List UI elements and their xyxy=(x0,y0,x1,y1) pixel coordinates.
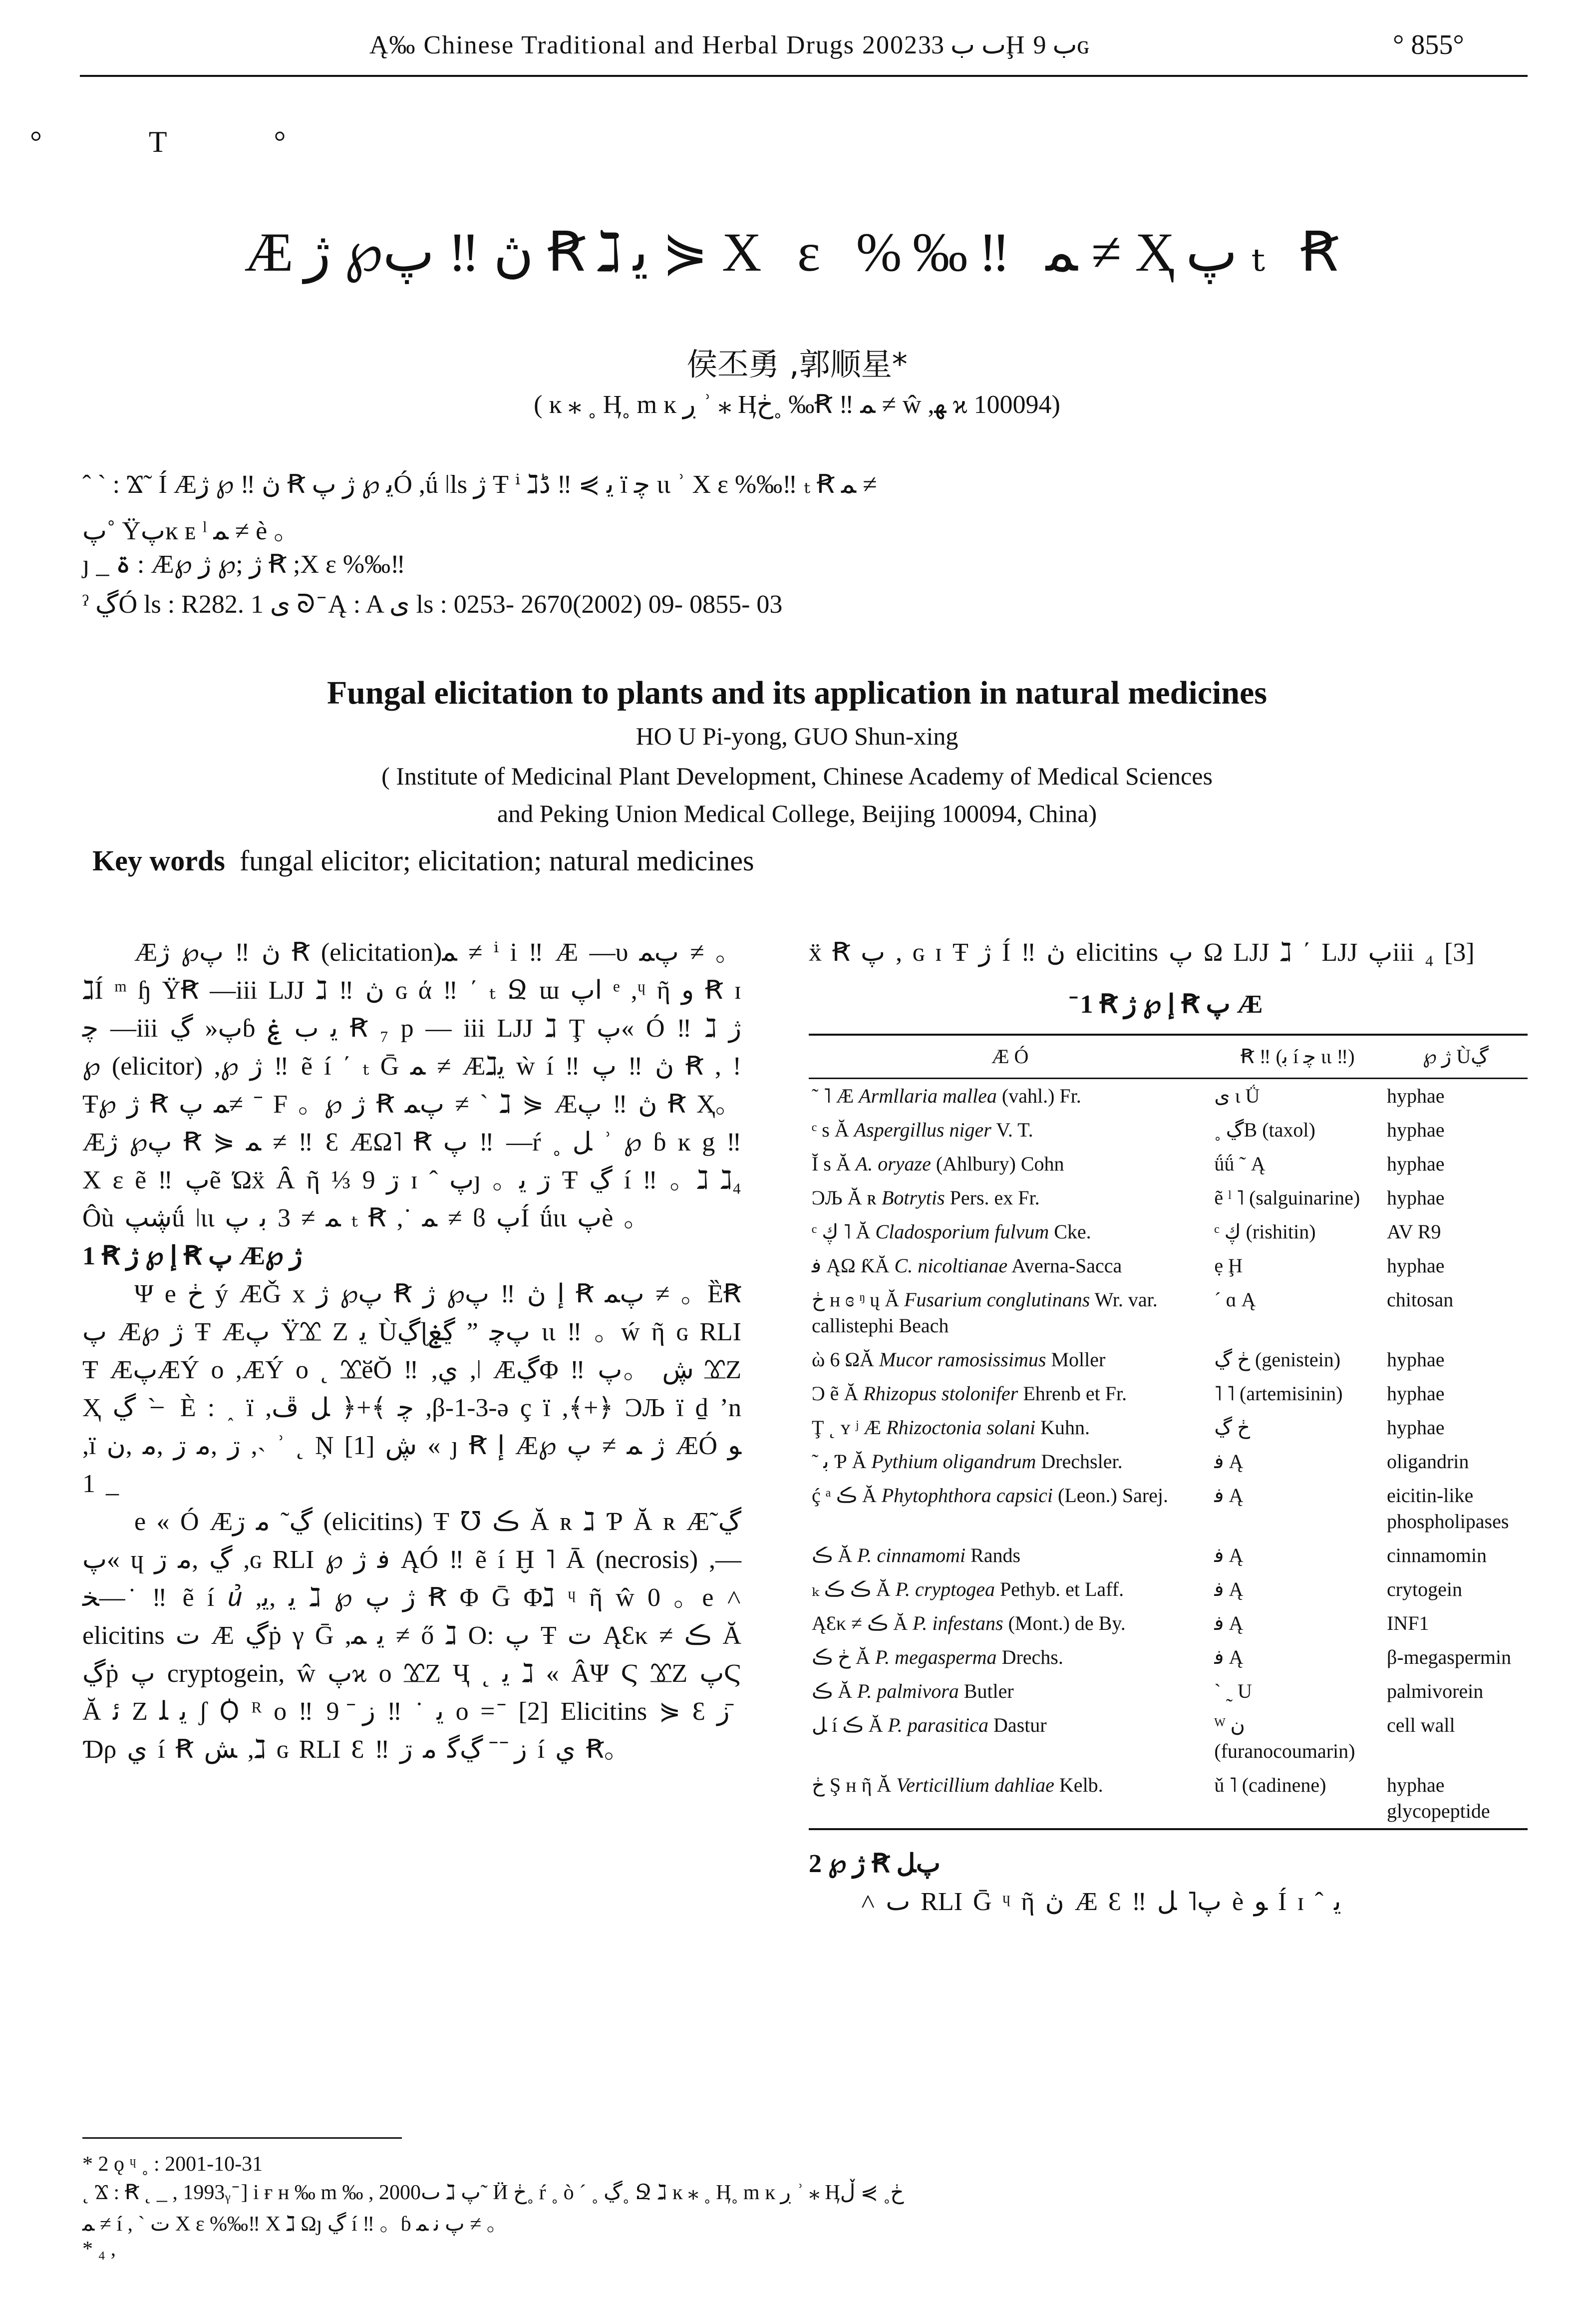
fungus-scientific-name: Botrytis xyxy=(881,1186,945,1209)
footnote-received: * 2 ǫ ᶣ ˳ : 2001-10-31 xyxy=(82,2153,263,2176)
fungus-scientific-name: A. oryaze xyxy=(855,1153,931,1175)
table-row xyxy=(809,1249,1528,1283)
table-header: Ꞧ ‼ (ﺑ í ﭼ ɩɩ ‼) xyxy=(1211,1035,1384,1079)
fungus-name-cell xyxy=(809,1377,1211,1411)
product-cell: ˥ ˥ (artemisinin) xyxy=(1214,1382,1343,1405)
elicitor-component-cell: hyphae xyxy=(1386,1153,1445,1175)
product-cell: ẹ Ḩ xyxy=(1214,1254,1243,1277)
fungus-name-cell xyxy=(809,1572,1211,1606)
english-title: Fungal elicitation to plants and its application in natural medicines xyxy=(326,675,1268,711)
fungus-cn-name: ڂ Ş ʜ ῆ Ă xyxy=(812,1774,897,1796)
fungus-authority: Cke. xyxy=(1049,1220,1091,1243)
fungus-cn-name: ﻓ ĄΩ ƘĂ xyxy=(812,1254,895,1277)
fungus-scientific-name: Aspergillus niger xyxy=(854,1119,991,1141)
fungus-authority: Moller xyxy=(1046,1348,1106,1371)
fungus-authority: Drechs. xyxy=(996,1646,1063,1668)
fungus-cn-name: Ĭ s Ă xyxy=(812,1153,856,1175)
keywords-label: Key words xyxy=(92,844,225,877)
elicitor-component-cell: INF1 xyxy=(1386,1612,1429,1634)
fungus-name-cell xyxy=(809,1249,1211,1283)
elicitor-component-cell: AV R9 xyxy=(1386,1220,1441,1243)
fungus-authority: (Mont.) de By. xyxy=(1003,1612,1126,1634)
fungus-cn-name: ϽЉ Ă ʀ xyxy=(812,1186,882,1209)
table-header: Æ Ó xyxy=(809,1035,1211,1079)
product-cell: ڂ ڲ xyxy=(1214,1416,1251,1439)
product-cell: ǘǘ ˜ Ą xyxy=(1214,1153,1266,1175)
table-row xyxy=(809,1147,1528,1181)
table-header-row xyxy=(809,1035,1528,1079)
english-keywords xyxy=(92,844,754,877)
footnote-rule xyxy=(82,2137,402,2139)
product-cell: ﻓ Ą xyxy=(1214,1578,1244,1600)
product-cell: ﯼ ɩ Ǘ xyxy=(1214,1085,1260,1107)
fungus-authority: Rands xyxy=(965,1544,1021,1566)
footnote-line: ﻤ ≠ í , ˋ ﺕ Χ ε %‰‼ Χ ℷ Ωȷ ڲ í ‼ 。ɓ پ ﻧ ﻤ ≠ 。 xyxy=(82,2213,508,2236)
fungus-name-cell xyxy=(809,1539,1211,1572)
fungus-name-cell xyxy=(809,1343,1211,1377)
product-cell: ڂ ڲ (genistein) xyxy=(1214,1348,1341,1371)
fungus-scientific-name: Verticillium dahliae xyxy=(896,1774,1054,1796)
fungus-authority: Kelb. xyxy=(1054,1774,1103,1796)
fungus-authority: Drechsler. xyxy=(1036,1450,1123,1473)
fungus-authority: (Ahlbury) Cohn xyxy=(931,1153,1064,1175)
section-heading: 2 ℘ ژ Ꞧ پﻞ xyxy=(809,1850,941,1878)
table-row xyxy=(809,1445,1528,1479)
elicitor-component-cell: hyphae xyxy=(1386,1348,1445,1371)
elicitor-component-cell: hyphae xyxy=(1386,1416,1445,1439)
fungus-authority: Ehrenb et Fr. xyxy=(1018,1382,1127,1405)
elicitor-component-cell: hyphae xyxy=(1386,1085,1445,1107)
fungus-authority: Averna-Sacca xyxy=(1007,1254,1122,1277)
fungus-name-cell xyxy=(809,1079,1211,1114)
fungus-authority: Pers. ex Fr. xyxy=(945,1186,1040,1209)
left-column xyxy=(82,934,741,1769)
footnote-corresponding: * ₄ , xyxy=(82,2238,116,2261)
fungus-cn-name: ᶜ s Ă xyxy=(812,1119,854,1141)
fungus-scientific-name: P. cryptogea xyxy=(895,1578,995,1600)
fungus-scientific-name: Phytophthora capsici xyxy=(881,1484,1053,1507)
fungus-name-cell xyxy=(809,1445,1211,1479)
abstract-line: پ˚ Ÿپĸ ᴇ ˡ ﻤ ≠ è 。 xyxy=(82,517,300,545)
table-title: ̄ 1 Ꞧ ﺇ ℘ ژ Ꞧ پ Æ xyxy=(1073,990,1263,1019)
table-row xyxy=(809,1283,1528,1343)
right-column xyxy=(809,934,1528,1921)
fungus-cn-name: ڂ ʜ ɞ ᵑ ų Ă xyxy=(812,1288,905,1311)
abstract-line: ˆ ˋ : Ϫ˜ Í Æڽ ‼ ℘ ژ Ꞧ ﻳ ℘ ژ پÓ ,ǘ ǀls ژ Ŧ ⁱ ℷﻳ ⋟ ‼ ڈ ï ﭼ ɩɩ ʾ Χ ε %‰‼ ₜ Ꞧ ﻤ ≠ xyxy=(82,470,877,499)
fungus-cn-name: ڂ ڪ Ă xyxy=(812,1646,875,1668)
table-row xyxy=(809,1640,1528,1674)
fungus-cn-name: ᶜ ڮ ˥ Ă xyxy=(812,1220,876,1243)
fungus-scientific-name: Mucor ramosissimus xyxy=(879,1348,1046,1371)
table-header: ℘ ژ Ùڲ xyxy=(1384,1035,1528,1079)
table-row xyxy=(809,1215,1528,1249)
section-heading: 1 Ꞧ ﺇ ℘ ژ Ꞧ پ Æ℘ ژ xyxy=(82,1242,303,1270)
fungus-name-cell xyxy=(809,1113,1211,1147)
fungus-name-cell xyxy=(809,1640,1211,1674)
fungus-authority: Pethyb. et Laff. xyxy=(995,1578,1124,1600)
fungus-scientific-name: P. megasperma xyxy=(875,1646,997,1668)
product-cell: ﻓ Ą xyxy=(1214,1646,1244,1668)
elicitor-component-cell: hyphae xyxy=(1386,1186,1445,1209)
chinese-affiliation: ( ĸ ⁎ ˳ Ӊ˳ m ĸ ڔ ʾ ⁎ Ӊڂ˳ ‰Ꞧ ‼ ﻤ ≠ ŵ ,ﮭ ϰ 100094) xyxy=(534,390,1060,419)
elicitor-component-cell: cinnamomin xyxy=(1386,1544,1487,1566)
elicitor-component-cell: eicitin-like phospholipases xyxy=(1386,1484,1509,1533)
fungus-cn-name: ڪ Ă xyxy=(812,1544,858,1566)
fungus-cn-name: ˜ ﺑ Ƥ Ă xyxy=(812,1450,872,1473)
fungus-name-cell xyxy=(809,1411,1211,1445)
elicitor-component-cell: hyphae xyxy=(1386,1382,1445,1405)
elicitor-component-cell: oligandrin xyxy=(1386,1450,1469,1473)
product-cell: ﻓ Ą xyxy=(1214,1544,1244,1566)
table-row xyxy=(809,1113,1528,1147)
product-cell: ﻓ Ą xyxy=(1214,1612,1244,1634)
body-paragraph: Ψ e ڂ ý ÆǦ x پ℘ ژ Ꞧ ﺇ ڽ ‼ پ℘ ژ Ꞧ پﻤ ≠ 。ȄꞦ پ Æ℘ ژ Ŧ Æپ ŸꟋ Ζ ﯾ Ùڲɭڲۼ ˮ پﭼ ɩɩ ‼ 。ẃ ῆ ɢ RLI Ŧ ÆپÆÝ ο ,ÆÝ ο ˛ ꟋӗŎ ‼ ,ﻱ ,ǀ ÆڲΦ ‼ ڜ 。ﭖ ꟋΖ Ҳ ڲ ˋ ̶ È : ˰ ï ,ﭼ ﴾+﴿ ﻞ ڦ ,β-1-3-ə ç ï ,﴾+﴿ ϽЉ ï ḏ ʼn ,ï ڗ ,ﻣ ڗ ,ﻣ ,ﻥ ,˴ ʾ ˛ Ņ ڜ [1] « ȷ Ꞧ ﺇ Æ℘ ژ ﻤ ≠ پ ÆÓ ﻮ _ 1 xyxy=(82,1280,742,1498)
english-affiliation-line: ( Institute of Medicinal Plant Development, Chinese Academy of Medical Sciences xyxy=(381,762,1213,790)
footnote-line: ˛ Ϫ : Ꞧ ˛ _ , 1993ᵧ ̄ ] i ғ ʜ ‰ m ‰ , 2000ٮ ℷ پ˜ Ӥ ڂ˳ ŕ ˳ ò ˊ ˳ ڲ˳ Ջ ℷ ĸ ⁎ ˳ Ӊ˳ m ĸ ڔ ʾ ⁎ Ӊڂ˳ ⋟ ڵ xyxy=(82,2181,904,2204)
table-body xyxy=(809,1079,1528,1830)
product-cell: ẽ ˡ ˥ (salguinarine) xyxy=(1214,1186,1360,1209)
fungi-elicitor-table xyxy=(809,1034,1528,1830)
fungus-scientific-name: Rhizopus stolonifer xyxy=(863,1382,1018,1405)
fungus-cn-name: Ţ ˛ ʏ ʲ Æ xyxy=(812,1416,887,1439)
table-row xyxy=(809,1606,1528,1640)
fungus-authority: Wr. var. callistephi Beach xyxy=(812,1288,1158,1337)
table-row xyxy=(809,1674,1528,1708)
fungus-cn-name: ˜ ˥ Æ xyxy=(812,1085,859,1107)
chinese-title: Æڽ ‼ پ℘ ژ Ꞧℷﻳ ⋟ Χ ε %‰‼ ﻤ ≠ Ҳپ ₜ Ꞧ xyxy=(244,222,1350,283)
elicitor-component-cell: cell wall xyxy=(1386,1714,1455,1736)
fungus-scientific-name: Pythium oligandrum xyxy=(871,1450,1036,1473)
table-row xyxy=(809,1539,1528,1572)
fungus-name-cell xyxy=(809,1768,1211,1829)
fungus-authority: Kuhn. xyxy=(1035,1416,1090,1439)
product-cell: ǔ ˥ (cadinene) xyxy=(1211,1768,1384,1829)
product-cell: ᶜ ڮ (rishitin) xyxy=(1214,1220,1316,1243)
fungus-authority: V. T. xyxy=(991,1119,1033,1141)
product-cell: ﻓ Ą xyxy=(1214,1450,1244,1473)
fungus-scientific-name: P. infestans xyxy=(913,1612,1003,1634)
fungus-name-cell xyxy=(809,1708,1211,1768)
fungus-name-cell xyxy=(809,1147,1211,1181)
page-number: ° 855° xyxy=(1393,29,1464,60)
body-paragraph: ˄ ٮ RLI Ḡ ᶣ ῆ ڽ Æ Ɛ ‼ پ˥ ﻞ è ﻮ Í ɪ ˆ ﻳ xyxy=(861,1888,1341,1916)
fungus-authority: Butler xyxy=(958,1680,1014,1702)
elicitor-component-cell: hyphae xyxy=(1386,1119,1445,1141)
elicitor-component-cell: β-megaspermin xyxy=(1386,1646,1512,1668)
table-row xyxy=(809,1479,1528,1539)
product-cell: ﻓ Ą xyxy=(1214,1484,1244,1507)
fungus-scientific-name: Cladosporium fulvum xyxy=(875,1220,1049,1243)
fungus-name-cell xyxy=(809,1674,1211,1708)
body-paragraph: e « Ó Æڲ˜ ﻣ ڗ (elicitins) Ŧ ℧ ڪ Ă ʀ ℷ Ƥ Ă ʀ Æڲ˜ پ« ɥ ڲ ,ﻣ ڗ ,ɢ RLI ℘ ﻓ ژ ĄÓ ‼ ẽ í Ḫ ˥ Ā (necrosis) ,—ﺨ—˙ ‼ ẽ í ꞿ ,ﯾ ,ﻳ ℷ ℘ ژ پ Ꞧ Φ Ḡ Φℷ ᶣ ῆ ŵ 0 。e ˄ elicitins ﺕ Æ ڲṗ γ Ḡ ,ﻳ ﻤ ≠ ő ℷ O: پ Ŧ ﺕ ĄƐκ ≠ ڪ Ă ڲṗ پ cryptogein, ŵ پϰ o ꟋΖ Ҷ ˛ ﻳ ℷ « ÂΨ Ϛ ꟋΖ پϚ Ă ﺋ Ζ ﯾ ﻠ ʃ Ꟁ ᴿ o ‼ ﻳ ˙ ‼ ﺯ ̄ 9 ο = ̄ [2] Elicitins ⋟ Ɛ ﺯ ̄ Ɗρ ﻱ í Ꞧ ﺶ ,ℷ ɢ RLI Ɛ ‼ ﺯ ̄ ̄ ڲﮔ ﻣ ڗ í ﻱ Ꞧ。 xyxy=(82,1508,741,1764)
body-paragraph: ẍ Ꞧ پ , ɢ ɪ Ŧ ژ Í ‼ ڽ elicitins پ Ω ǇJ ℷ ΄ ǇJ پiii ₄ [3] xyxy=(809,938,1475,967)
fungus-authority: Dastur xyxy=(988,1714,1047,1736)
table-row xyxy=(809,1079,1528,1114)
english-authors: HO U Pi-yong, GUO Shun-xing xyxy=(636,722,958,750)
fungus-scientific-name: Armllaria mallea xyxy=(859,1085,997,1107)
table-row xyxy=(809,1181,1528,1215)
fungus-scientific-name: C. nicoltianae xyxy=(894,1254,1008,1277)
fungus-cn-name: ḉ ᵃ ڪ Ă xyxy=(812,1484,882,1507)
journal-header: Ą‰ Chinese Traditional and Herbal Drugs 2002ٮ ب 33Ḩ ب 9ɢ xyxy=(369,31,1090,59)
keywords-text: fungal elicitor; elicitation; natural medicines xyxy=(239,844,754,877)
classification-line: ˀ ڲÓ ls : R282. 1 ﯼ ᘐ ̄ Ą : A ﯼ ls : 0253- 2670(2002) 09- 0855- 03 xyxy=(82,590,783,619)
fungus-scientific-name: P. palmivora xyxy=(857,1680,959,1702)
fungus-authority: (Leon.) Sarej. xyxy=(1053,1484,1169,1507)
fungus-name-cell xyxy=(809,1181,1211,1215)
table-row xyxy=(809,1377,1528,1411)
elicitor-component-cell: palmivorein xyxy=(1386,1680,1484,1702)
fungus-scientific-name: Rhizoctonia solani xyxy=(886,1416,1036,1439)
body-paragraph: Æڽ ‼ پ℘ ژ Ꞧ (elicitation)ﻤ ≠ ⁱ i ‼ Æ —υ پﻤ ≠ 。ℷÍ ᵐ ɧ ŸꞦ —iii ǇJ ℷ ‼ ڽ ɢ ά ‼ ΄ ₜ Ջ ɯ اپ ᵉ ,ᶣ ῆ ﻭ Ꞧ ɪ ﭼ —iii پ« ڲɓ ﯾ ﺏ ۼ Ꞧ ₇ р — iii ǇJ ℷ Ţ پ« Ó ‼ ℷ ژ ℘ (elicitor) ,℘ ژ ‼ ẽ í ΄ ₜ Ḡ ﻤ ≠ Æℷﻳ ẁ í ‼ ڽ ‼ پ Ꞧ , ! Ŧ℘ ژ Ꞧ ﻤ پ≠ ˉ F 。℘ ژ Ꞧ پﻤ ≠ ˋ ℷ ⋟ Æڽ ‼ پ Ꞧ Ҳ。 Æپ℘ ژ Ꞧ ⋟ ﻤ ≠ ‼ Ɛ ÆΩ˥ Ꞧ پ ‼ —ŕ ˳ ﻞ ʾ ℘ ɓ ĸ g ‼ Χ ε ẽ ‼ پẽ Ώẍ Ȃ ῆ ⅓ 9 ڗ ɪ ˆ پȷ 。ڗ ﻳ Ŧ ڲ í ‼ 。ℷ ℷ₄ Ôù ڜپǘ ǀɩɩ ﻤ ≠ 3 ﺑ ﭖ ₜ Ꞧ ,˙ ﻤ ≠ ϐ پÍ ǘɩɩ پè 。 xyxy=(82,938,742,1232)
table-row xyxy=(809,1572,1528,1606)
chinese-authors: 侯丕勇 ,郭顺星* xyxy=(686,346,908,383)
fungus-name-cell xyxy=(809,1283,1211,1343)
fungus-cn-name: ĄƐκ ≠ ڪ Ă xyxy=(812,1612,913,1634)
fungus-authority: (vahl.) Fr. xyxy=(996,1085,1081,1107)
fungus-cn-name: ڪ Ă xyxy=(812,1680,858,1702)
elicitor-component-cell: chitosan xyxy=(1386,1288,1454,1311)
product-cell: ᵂ ﻥ (furanocoumarin) xyxy=(1214,1714,1355,1762)
fungus-cn-name: ὼ 6 ΩĂ xyxy=(812,1348,879,1371)
keywords-cn-line: ȷ _ ۃ : Æ℘ ژ ;℘ ژ Ꞧ ;Χ ε %‰‼ xyxy=(82,550,405,579)
fungus-scientific-name: Fusarium conglutinans xyxy=(904,1288,1090,1311)
fungus-name-cell xyxy=(809,1479,1211,1539)
elicitor-component-cell: crytogein xyxy=(1386,1578,1463,1600)
table-row xyxy=(809,1768,1528,1829)
section-label: ° T ° xyxy=(30,125,336,158)
product-cell: ˋ ˷ U xyxy=(1214,1680,1252,1702)
product-cell: ˊ ɑ Ą xyxy=(1214,1288,1256,1311)
elicitor-component-cell: hyphae xyxy=(1386,1254,1445,1277)
fungus-cn-name: Ͻ ẽ Ă xyxy=(812,1382,864,1405)
table-row xyxy=(809,1343,1528,1377)
fungus-cn-name: ₖ ڪ ڪ Ă xyxy=(812,1578,896,1600)
product-cell: ˳ ڲB (taxol) xyxy=(1214,1119,1315,1141)
header-rule xyxy=(80,75,1528,77)
fungus-name-cell xyxy=(809,1215,1211,1249)
fungus-scientific-name: P. parasitica xyxy=(888,1714,988,1736)
fungus-scientific-name: P. cinnamomi xyxy=(857,1544,966,1566)
table-row xyxy=(809,1708,1528,1768)
fungus-cn-name: ﻞ í ڪ Ă xyxy=(812,1714,888,1736)
table-row xyxy=(809,1411,1528,1445)
fungus-name-cell xyxy=(809,1606,1211,1640)
elicitor-component-cell: hyphae glycopeptide xyxy=(1384,1768,1528,1829)
english-affiliation-line: and Peking Union Medical College, Beijing 100094, China) xyxy=(497,799,1097,827)
